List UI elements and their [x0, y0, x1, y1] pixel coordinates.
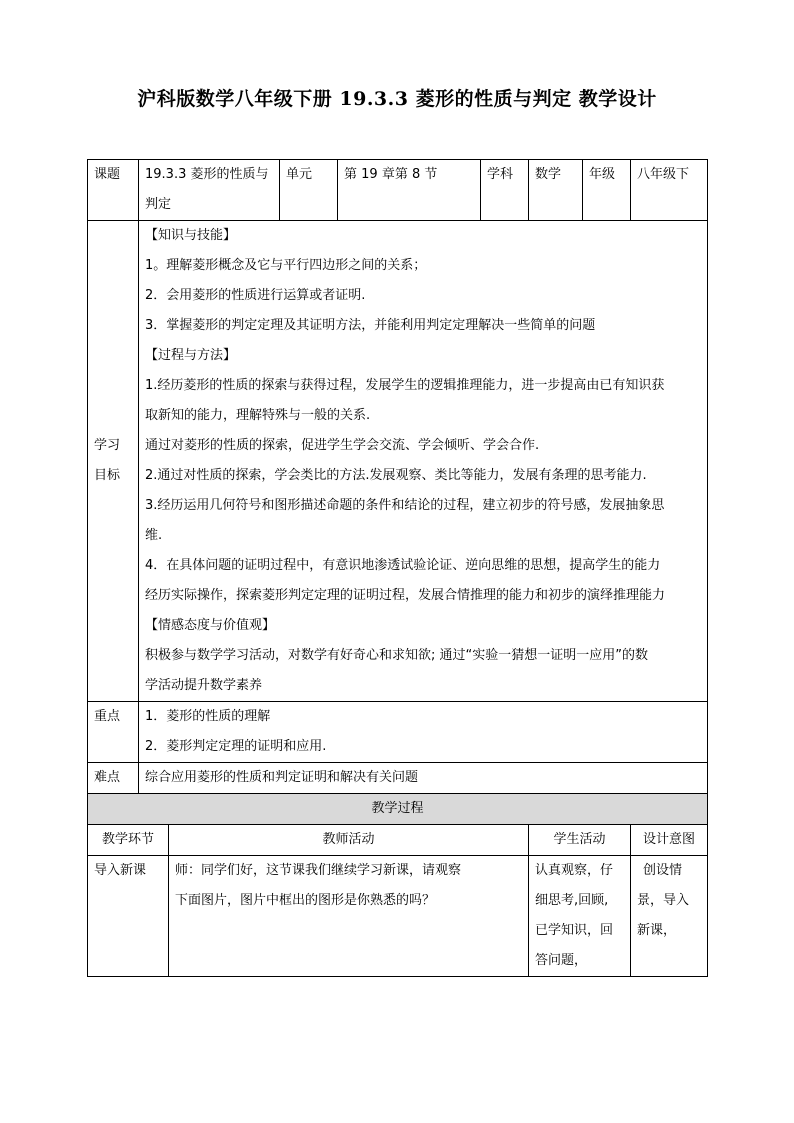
grade-value: 八年级下 [631, 160, 708, 221]
document-title: 沪科版数学八年级下册 19.3.3 菱形的性质与判定 教学设计 [137, 88, 657, 110]
column-intent: 设计意图 [631, 825, 708, 856]
column-teacher: 教师活动 [169, 825, 529, 856]
objective-line: 取新知的能力，理解特殊与一般的关系. [145, 408, 371, 423]
objective-line: 3．掌握菱形的判定定理及其证明方法，并能利用判定定理解决一些简单的问题 [145, 318, 596, 333]
teacher-activity-cell: 师：同学们好，这节课我们继续学习新课，请观察 下面图片，图片中框出的图形是你熟悉的吗？ [169, 856, 529, 977]
objective-line: 2.通过对性质的探索，学会类比的方法.发展观察、类比等能力，发展有条理的思考能力. [145, 468, 647, 483]
key-points-row [88, 702, 708, 763]
process-header: 教学过程 [88, 794, 708, 825]
key-points-label: 重点 [88, 702, 139, 763]
objective-line: 学活动提升数学素养 [145, 678, 263, 693]
difficulty-label: 难点 [88, 763, 139, 794]
course-value: 19.3.3 菱形的性质与 判定 [139, 160, 280, 221]
grade-label: 年级 [583, 160, 631, 221]
design-intent-cell: 创设情景，导入 新课， [631, 856, 708, 977]
objectives-heading: 【知识与技能】 [145, 228, 237, 243]
objective-line: 积极参与数学学习活动，对数学有好奇心和求知欲; 通过“实验一猜想一证明一应用”的数 [145, 648, 648, 663]
unit-value: 第 19 章第 8 节 [338, 160, 481, 221]
objective-line: 4．在具体问题的证明过程中，有意识地渗透试验论证、逆向思维的思想，提高学生的能力 [145, 558, 661, 573]
stage-cell: 导入新课 [88, 856, 169, 977]
lesson-plan-table [87, 159, 708, 977]
process-columns-row [88, 825, 708, 856]
unit-label: 单元 [280, 160, 338, 221]
objectives-label: 学习 目标 [88, 221, 139, 702]
column-student: 学生活动 [529, 825, 631, 856]
subject-label: 学科 [481, 160, 529, 221]
column-stage: 教学环节 [88, 825, 169, 856]
objective-line: 通过对菱形的性质的探索，促进学生学会交流、学会倾听、学会合作. [145, 438, 540, 453]
subject-value: 数学 [529, 160, 583, 221]
objective-line: 维. [145, 528, 163, 543]
key-points-content: 1．菱形的性质的理解 2．菱形判定定理的证明和应用. [139, 702, 708, 763]
objectives-content [139, 221, 708, 702]
objective-line: 经历实际操作，探索菱形判定定理的证明过程，发展合情推理的能力和初步的演绎推理能力 [145, 588, 666, 603]
process-header-row [88, 794, 708, 825]
objective-line: 3.经历运用几何符号和图形描述命题的条件和结论的过程，建立初步的符号感，发展抽象思 [145, 498, 665, 513]
objectives-row [88, 221, 708, 702]
info-row [88, 160, 708, 221]
objective-line: 1.经历菱形的性质的探索与获得过程，发展学生的逻辑推理能力，进一步提高由已有知识获 [145, 378, 665, 393]
difficulty-row [88, 763, 708, 794]
objectives-heading: 【过程与方法】 [145, 348, 237, 363]
process-row [88, 856, 708, 977]
difficulty-content: 综合应用菱形的性质和判定证明和解决有关问题 [139, 763, 708, 794]
objective-line: 2．会用菱形的性质进行运算或者证明. [145, 288, 366, 303]
course-label: 课题 [88, 160, 139, 221]
objective-line: 1。理解菱形概念及它与平行四边形之间的关系； [145, 258, 427, 273]
student-activity-cell: 认真观察，仔 细思考,回顾, 已学知识，回 答问题， [529, 856, 631, 977]
objectives-heading: 【情感态度与价值观】 [145, 618, 276, 633]
